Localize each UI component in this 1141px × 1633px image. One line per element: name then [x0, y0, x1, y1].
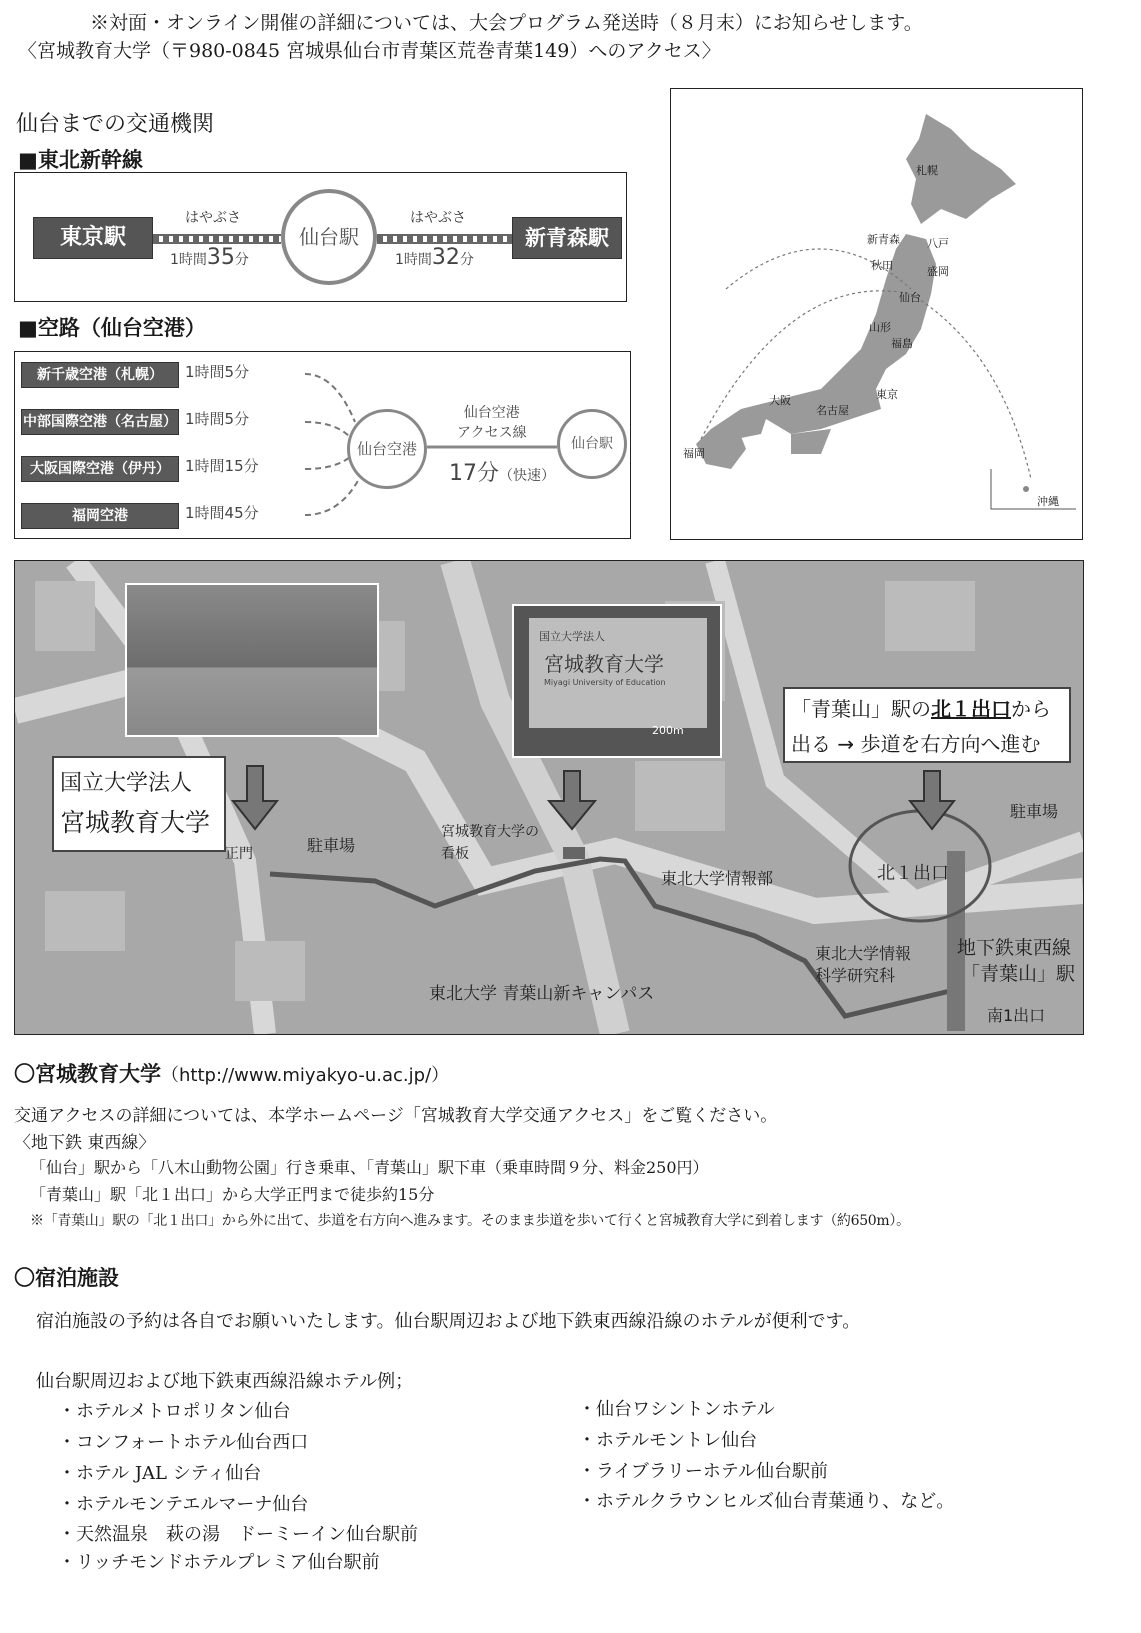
left-travel-time: 1時間35分	[170, 245, 249, 270]
rail-line-left	[153, 234, 281, 244]
campus-name-label: 東北大学 青葉山新キャンパス	[429, 984, 655, 1004]
access-heading: 〈宮城教育大学（〒980-0845 宮城県仙台市青葉区荒巻青葉149）へのアクセス〉	[18, 40, 721, 62]
subway-note: ※「青葉山」駅の「北１出口」から外に出て、歩道を右方向へ進みます。そのまま歩道を歩いて行くと宮城教育大学に到着します（約650m）。	[30, 1213, 910, 1229]
header-note: ※対面・オンライン開催の詳細については、大会プログラム発送時（８月末）にお知らせします。	[90, 12, 923, 34]
main-gate-photo	[125, 583, 379, 737]
map-city-nagoya: 名古屋	[816, 404, 849, 417]
parking-right-label: 駐車場	[1010, 802, 1059, 821]
map-city-sendai: 仙台	[899, 291, 921, 304]
japan-map-shape	[671, 89, 1081, 538]
sendai-station-air: 仙台駅	[557, 409, 627, 479]
japan-map	[670, 88, 1083, 540]
right-train-name: はやぶさ	[410, 210, 466, 226]
lodging-intro: 宿泊施設の予約は各自でお願いいたします。仙台駅周辺および地下鉄東西線沿線のホテルが便利です。	[36, 1311, 861, 1332]
university-url: （http://www.miyakyo-u.ac.jp/）	[161, 1065, 450, 1086]
sign-photo-line3: Miyagi University of Education	[544, 678, 666, 687]
airport-time-4: 1時間45分	[185, 504, 259, 522]
shinkansen-diagram	[14, 172, 627, 302]
map-city-fukushima: 福島	[891, 337, 913, 350]
map-city-shin-aomori: 新青森	[867, 233, 900, 246]
north-exit-label: 北１出口	[877, 863, 949, 884]
map-city-tokyo: 東京	[876, 388, 898, 401]
map-city-okinawa: 沖縄	[1037, 495, 1059, 508]
hotel-right-1: ・仙台ワシントンホテル	[578, 1399, 775, 1420]
transport-title: 仙台までの交通機関	[16, 112, 215, 137]
south-exit-label: 南1出口	[987, 1006, 1046, 1025]
airport-fukuoka: 福岡空港	[21, 503, 179, 529]
subway-heading: 〈地下鉄 東西線〉	[14, 1133, 156, 1153]
subway-line-2: 「青葉山」駅「北１出口」から大学正門まで徒歩約15分	[30, 1185, 435, 1204]
university-sign-photo	[512, 604, 722, 758]
hotel-left-3: ・ホテル JAL シティ仙台	[58, 1463, 262, 1484]
hotel-right-4: ・ホテルクラウンヒルズ仙台青葉通り、など。	[578, 1491, 955, 1512]
hotel-left-5: ・天然温泉 萩の湯 ドーミーイン仙台駅前	[58, 1524, 418, 1545]
university-name-label: 国立大学法人 宮城教育大学	[52, 756, 226, 852]
north-exit-callout: 「青葉山」駅の北１出口から 出る → 歩道を右方向へ進む	[783, 687, 1071, 763]
shin-aomori-station: 新青森駅	[512, 217, 622, 259]
hotel-left-2: ・コンフォートホテル仙台西口	[58, 1432, 309, 1453]
airport-new-chitose: 新千歳空港（札幌）	[21, 362, 179, 388]
sign-label-1: 宮城教育大学の	[441, 824, 539, 840]
left-train-name: はやぶさ	[185, 210, 241, 226]
parking-left-label: 駐車場	[307, 836, 356, 855]
tohoku-info-label: 東北大学情報部	[661, 869, 774, 888]
access-line-name: 仙台空港 アクセス線	[457, 405, 527, 441]
sendai-station: 仙台駅	[281, 189, 377, 285]
air-route-lines	[15, 352, 632, 540]
map-city-yamagata: 山形	[869, 321, 891, 334]
university-intro: 交通アクセスの詳細については、本学ホームページ「宮城教育大学交通アクセス」をご覧ください。	[14, 1106, 778, 1126]
lodging-heading: 〇宿泊施設	[14, 1266, 119, 1290]
map-city-sapporo: 札幌	[916, 164, 938, 177]
tohoku-is-label-2: 科学研究科	[815, 966, 896, 985]
sign-label-2: 看板	[441, 846, 469, 862]
hotel-right-2: ・ホテルモントレ仙台	[578, 1430, 758, 1451]
hotel-examples-heading: 仙台駅周辺および地下鉄東西線沿線ホテル例；	[36, 1371, 414, 1392]
map-city-fukuoka: 福岡	[683, 447, 705, 460]
station-label-2: 「青葉山」駅	[961, 963, 1076, 985]
map-city-morioka: 盛岡	[927, 265, 949, 278]
sign-photo-distance: 200m	[652, 724, 684, 737]
access-line-time: 17分（快速）	[449, 461, 555, 486]
airport-time-1: 1時間5分	[185, 363, 250, 381]
main-gate-label: 正門	[225, 846, 253, 862]
air-heading: ■空路（仙台空港）	[18, 316, 206, 340]
hotel-left-4: ・ホテルモンテエルマーナ仙台	[58, 1494, 309, 1515]
rail-line-right	[377, 234, 512, 244]
tohoku-is-label-1: 東北大学情報	[815, 944, 912, 963]
sendai-airport: 仙台空港	[347, 409, 427, 489]
air-diagram	[14, 351, 631, 539]
map-city-hachinohe: 八戸	[927, 237, 949, 250]
hotel-left-1: ・ホテルメトロポリタン仙台	[58, 1401, 291, 1422]
airport-time-3: 1時間15分	[185, 457, 259, 475]
airport-chubu: 中部国際空港（名古屋）	[21, 409, 179, 435]
airport-time-2: 1時間5分	[185, 410, 250, 428]
right-travel-time: 1時間32分	[395, 245, 474, 270]
campus-map	[14, 560, 1084, 1035]
hotel-right-3: ・ライブラリーホテル仙台駅前	[578, 1461, 829, 1482]
airport-osaka: 大阪国際空港（伊丹）	[21, 456, 179, 482]
map-city-osaka: 大阪	[769, 394, 791, 407]
tokyo-station: 東京駅	[33, 217, 153, 259]
sign-photo-line2: 宮城教育大学	[544, 652, 664, 676]
shinkansen-heading: ■東北新幹線	[18, 148, 143, 172]
map-city-akita: 秋田	[871, 259, 893, 272]
university-heading: 〇宮城教育大学（http://www.miyakyo-u.ac.jp/）	[14, 1062, 450, 1086]
station-label-1: 地下鉄東西線	[957, 937, 1072, 959]
subway-line-1: 「仙台」駅から「八木山動物公園」行き乗車、「青葉山」駅下車（乗車時間９分、料金250円）	[30, 1158, 709, 1177]
hotel-left-6: ・リッチモンドホテルプレミア仙台駅前	[58, 1552, 380, 1573]
sign-photo-line1: 国立大学法人	[539, 630, 605, 643]
